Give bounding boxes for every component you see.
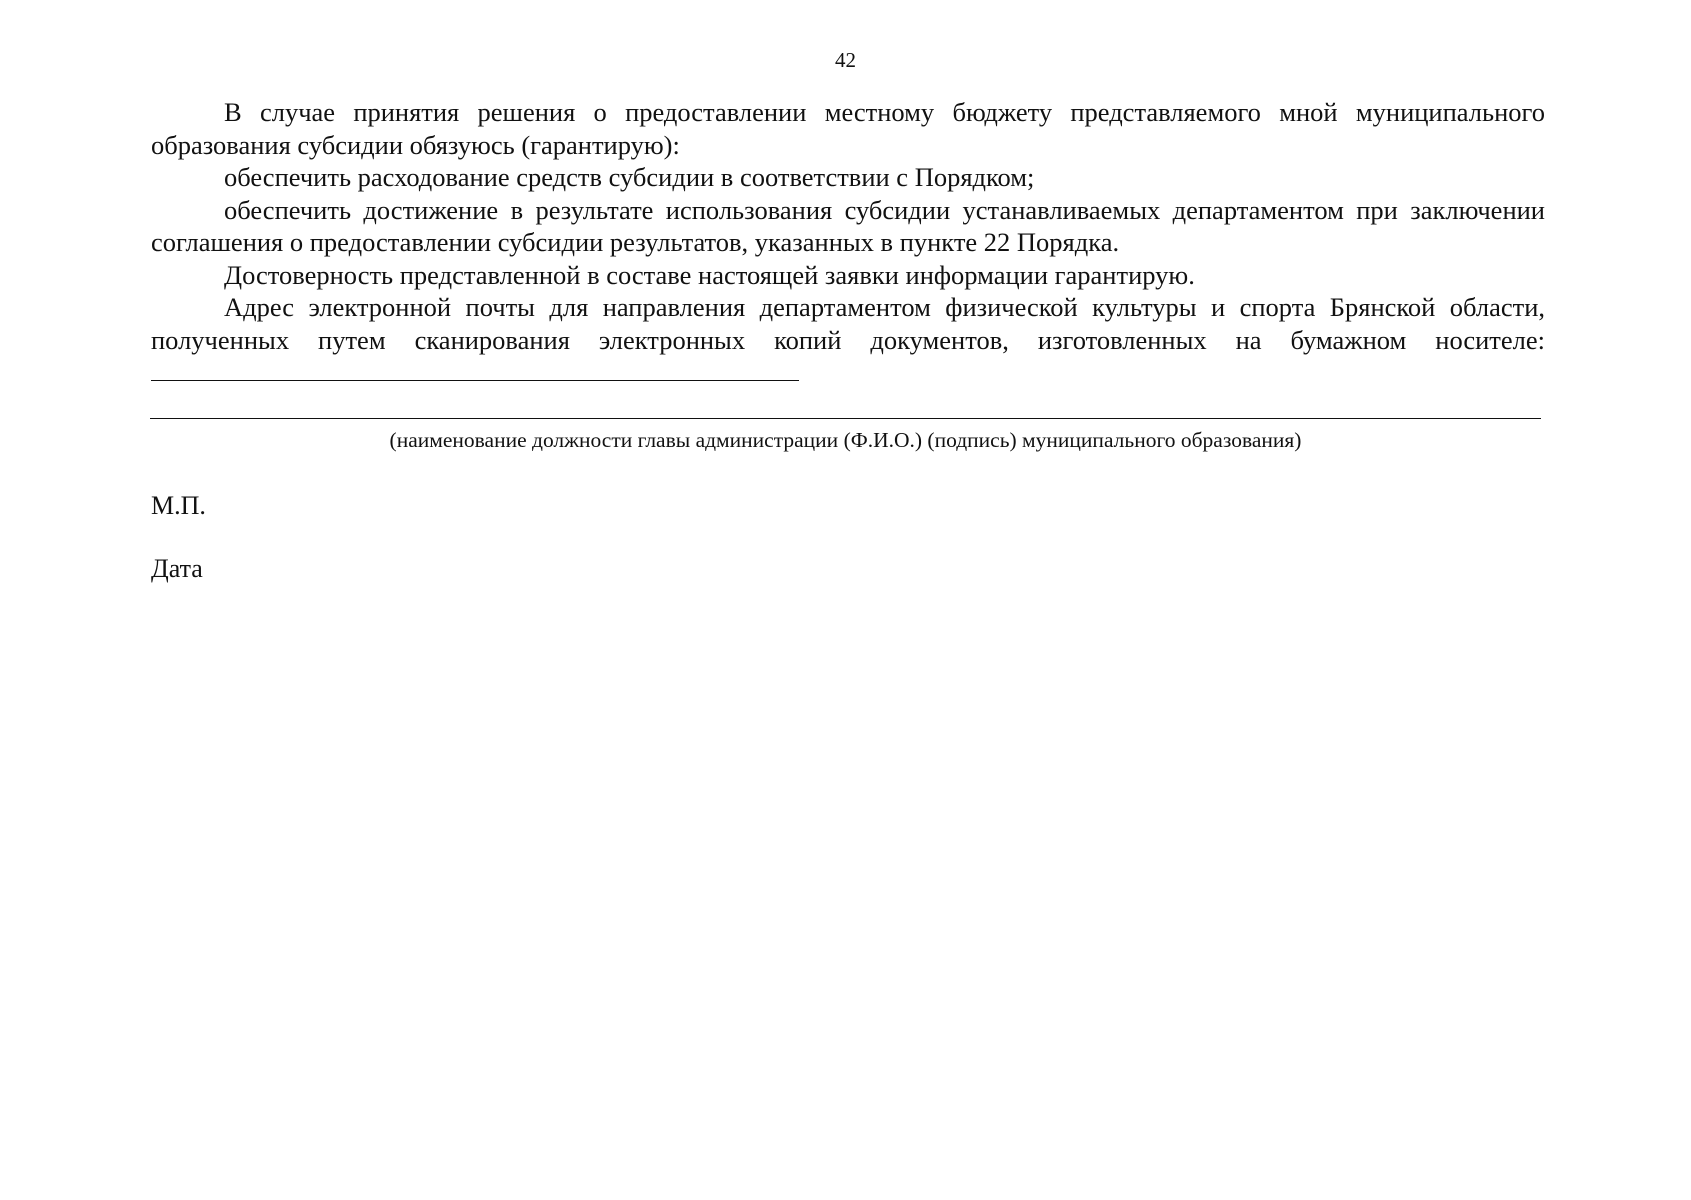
page-number: 42 xyxy=(835,48,856,72)
email-blank-line xyxy=(151,356,799,381)
paragraph-email xyxy=(151,291,1545,389)
signature-caption: (наименование должности главы администрации (Ф.И.О.) (подпись) муниципального образования) xyxy=(389,428,1302,452)
paragraph-results: обеспечить достижение в результате использования субсидии устанавливаемых департаментом при заключении соглашения о предоставлении субсидии результатов, указанных в пункте 22 Порядка. xyxy=(151,194,1545,257)
email-paragraph-text: Адрес электронной почты для направления департаментом физической культуры и спорта Брянской области, полученных путем сканирования электронных копий документов, изготовленных на бумажном носителе: xyxy=(151,292,1545,355)
paragraph-commitment-intro: В случае принятия решения о предоставлении местному бюджету представляемого мной муниципального образования субсидии обязуюсь (гарантирую): xyxy=(151,97,1545,160)
document-body xyxy=(151,96,1545,389)
signature-line xyxy=(150,418,1541,419)
paragraph-reliability: Достоверность представленной в составе настоящей заявки информации гарантирую. xyxy=(224,259,1195,290)
paragraph-spending: обеспечить расходование средств субсидии в соответствии с Порядком; xyxy=(224,162,1035,192)
stamp-label: М.П. xyxy=(151,491,206,520)
date-label: Дата xyxy=(151,554,203,583)
